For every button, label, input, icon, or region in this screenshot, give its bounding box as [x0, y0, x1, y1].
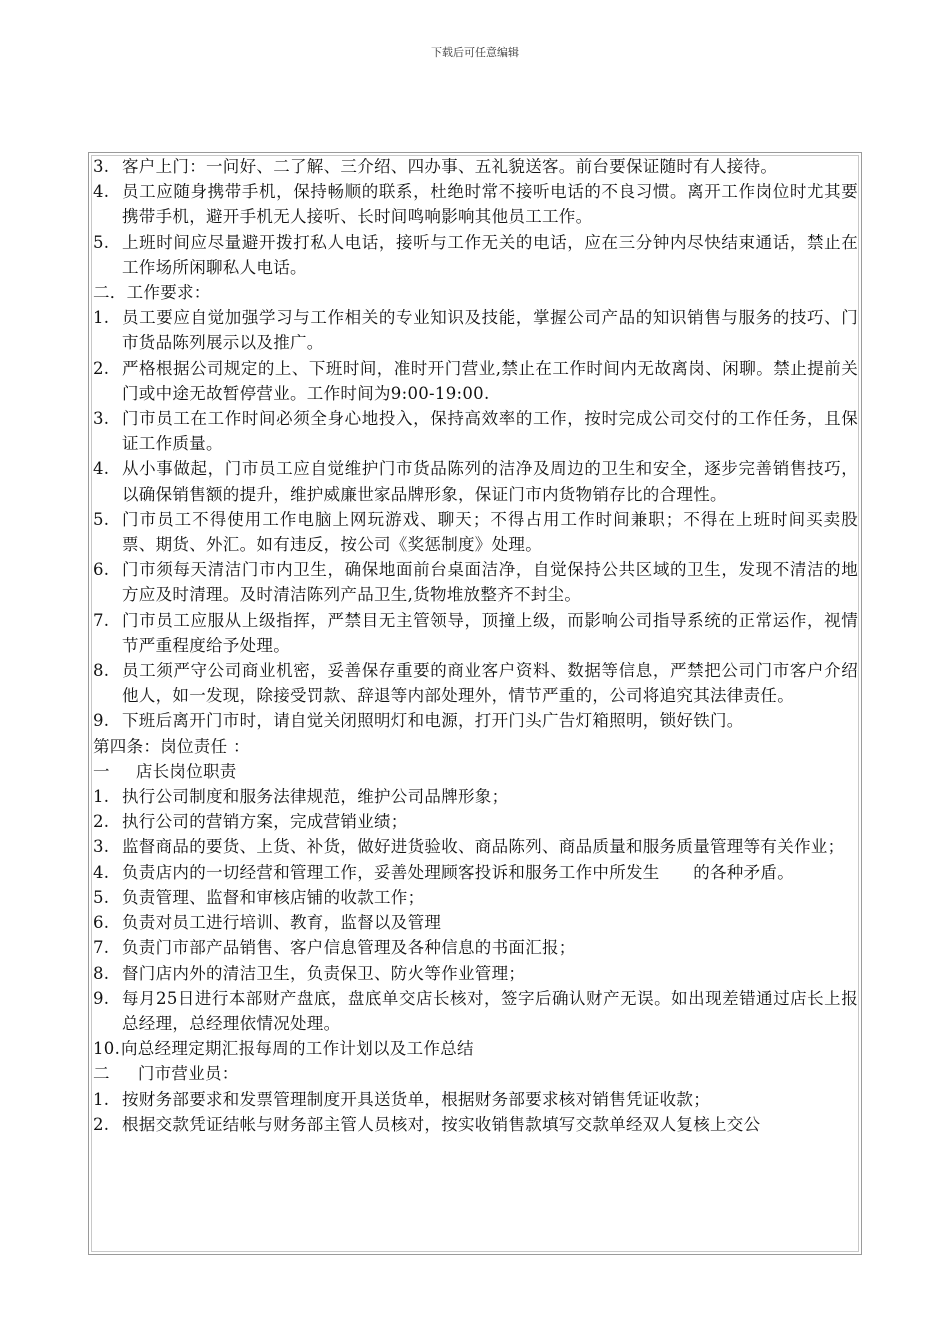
- list-item-number: 3.: [93, 409, 110, 429]
- list-item-text: 门市员工不得使用工作电脑上网玩游戏、聊天；不得占用工作时间兼职；不得在上班时间买卖股票、期货、外汇。如有违反，按公司《奖惩制度》处理。: [122, 509, 858, 555]
- list-item-number: 8.: [93, 661, 110, 681]
- list-item-text: 员工应随身携带手机，保持畅顺的联系，杜绝时常不接听电话的不良习惯。离开工作岗位时尤其要携带手机，避开手机无人接听、长时间鸣响影响其他员工工作。: [122, 182, 858, 227]
- list-item-text: 根据交款凭证结帐与财务部主管人员核对，按实收销售款填写交款单经双人复核上交公: [122, 1114, 761, 1134]
- list-item-number: 5.: [93, 509, 110, 529]
- list-item: [93, 935, 858, 960]
- list-item: [93, 809, 858, 834]
- list-customer-etiquette: [93, 154, 858, 280]
- list-item-text: 门市员工应服从上级指挥，严禁目无主管领导，顶撞上级，而影响公司指导系统的正常运作，视情节严重程度给予处理。: [122, 610, 858, 655]
- list-item: [93, 456, 858, 506]
- list-item: [93, 608, 858, 658]
- list-item-number: 6.: [93, 913, 110, 933]
- list-item: [93, 784, 858, 809]
- list-item-text: 督门店内外的清洁卫生，负责保卫、防火等作业管理；: [122, 963, 526, 983]
- list-item-number: 4.: [93, 459, 110, 479]
- list-item: [93, 406, 858, 456]
- list-item: [93, 1036, 858, 1061]
- list-item: [93, 557, 858, 607]
- list-item: [93, 658, 858, 708]
- list-item-text: 上班时间应尽量避开拨打私人电话，接听与工作无关的电话，应在三分钟内尽快结束通话，禁止在工作场所闲聊私人电话。: [122, 232, 858, 277]
- list-item: [93, 507, 858, 557]
- list-item-text: 按财务部要求和发票管理制度开具送货单，根据财务部要求核对销售凭证收款；: [122, 1089, 710, 1109]
- list-item-text: 负责对员工进行培训、教育，监督以及管理: [122, 913, 442, 933]
- list-item: [93, 356, 858, 406]
- list-item: [93, 305, 858, 355]
- list-item-text: 负责店内的一切经营和管理工作，妥善处理顾客投诉和服务工作中所发生 的各种矛盾。: [122, 862, 794, 882]
- article-heading: 第四条：岗位责任 ：: [93, 736, 250, 756]
- list-item-number: 9.: [93, 711, 110, 731]
- document-body: [93, 154, 858, 1137]
- list-item: [93, 986, 858, 1036]
- list-item-text: 从小事做起，门市员工应自觉维护门市货品陈列的洁净及周边的卫生和安全，逐步完善销售技巧，以确保销售额的提升，维护威廉世家品牌形象，保证门市内货物销存比的合理性。: [122, 459, 858, 504]
- list-item-text: 每月25日进行本部财产盘底，盘底单交店长核对，签字后确认财产无误。如出现差错通过店长上报总经理，总经理依情况处理。: [122, 988, 858, 1033]
- header-note: 下载后可任意编辑: [431, 46, 519, 59]
- list-item-text: 执行公司制度和服务法律规范，维护公司品牌形象；: [122, 787, 509, 807]
- list-item: [93, 834, 858, 859]
- section-heading-work-requirements: 二．工作要求：: [93, 283, 211, 303]
- list-item: [93, 961, 858, 986]
- list-item-text: 客户上门：一问好、二了解、三介绍、四办事、五礼貌送客。前台要保证随时有人接待。: [122, 157, 778, 176]
- list-item-text: 向总经理定期汇报每周的工作计划以及工作总结: [121, 1039, 474, 1059]
- list-item-text: 门市须每天清洁门市内卫生，确保地面前台桌面洁净，自觉保持公共区域的卫生，发现不清洁的地方应及时清理。及时清洁陈列产品卫生,货物堆放整齐不封尘。: [122, 560, 858, 605]
- list-item: [93, 1087, 858, 1112]
- list-item-number: 1.: [93, 308, 110, 328]
- subheading-store-manager: [93, 759, 858, 784]
- list-item-number: 2.: [93, 358, 110, 378]
- subheading-number: 二: [93, 1064, 110, 1084]
- list-item-number: 3.: [93, 837, 110, 857]
- list-item-number: 2.: [93, 812, 110, 832]
- list-item-text: 员工要应自觉加强学习与工作相关的专业知识及技能，掌握公司产品的知识销售与服务的技巧、门市货品陈列展示以及推广。: [122, 308, 858, 353]
- list-item-number: 1.: [93, 1089, 110, 1109]
- list-item: [93, 154, 858, 179]
- list-item-text: 下班后离开门市时，请自觉关闭照明灯和电源，打开门头广告灯箱照明，锁好铁门。: [122, 711, 744, 731]
- list-item: [93, 230, 858, 280]
- list-item-number: 9.: [93, 988, 110, 1008]
- list-item-number: 7.: [93, 938, 110, 958]
- list-item-text: 严格根据公司规定的上、下班时间，准时开门营业,禁止在工作时间内无故离岗、闲聊。禁止提前关门或中途无故暂停营业。工作时间为9:00-19:00.: [122, 358, 858, 403]
- subheading-label: 门市营业员：: [137, 1064, 239, 1084]
- list-item: [93, 1112, 858, 1137]
- subheading-sales-staff: [93, 1061, 858, 1086]
- subheading-label: 店长岗位职责: [135, 761, 237, 781]
- list-item: [93, 885, 858, 910]
- list-item-text: 门市员工在工作时间必须全身心地投入，保持高效率的工作，按时完成公司交付的工作任务，且保证工作质量。: [122, 409, 858, 454]
- list-item-number: 1.: [93, 787, 110, 807]
- list-sales-duties: [93, 1087, 858, 1137]
- list-item-number: 4.: [93, 182, 110, 202]
- list-item-text: 负责管理、监督和审核店铺的收款工作；: [122, 887, 425, 907]
- list-item-text: 负责门市部产品销售、客户信息管理及各种信息的书面汇报；: [122, 938, 576, 958]
- list-item-number: 3.: [93, 157, 110, 176]
- list-item: [93, 708, 858, 733]
- list-item-number: 6.: [93, 560, 110, 580]
- list-manager-duties: [93, 784, 858, 1036]
- list-item-text: 监督商品的要货、上货、补货，做好进货验收、商品陈列、商品质量和服务质量管理等有关作业；: [122, 837, 845, 857]
- list-item-number: 10.: [93, 1039, 121, 1059]
- list-item-number: 4.: [93, 862, 110, 882]
- list-item-number: 8.: [93, 963, 110, 983]
- list-item-number: 5.: [93, 887, 110, 907]
- list-item: [93, 179, 858, 229]
- list-item-text: 执行公司的营销方案，完成营销业绩；: [122, 812, 408, 832]
- list-item-text: 员工须严守公司商业机密，妥善保存重要的商业客户资料、数据等信息，严禁把公司门市客户介绍他人，如一发现，除接受罚款、辞退等内部处理外，情节严重的，公司将追究其法律责任。: [122, 661, 858, 706]
- list-item: [93, 860, 858, 885]
- list-item: [93, 910, 858, 935]
- list-item-number: 7.: [93, 610, 110, 630]
- subheading-number: 一: [93, 761, 110, 781]
- list-item-number: 5.: [93, 232, 110, 252]
- list-item-number: 2.: [93, 1114, 110, 1134]
- list-work-requirements: [93, 305, 858, 733]
